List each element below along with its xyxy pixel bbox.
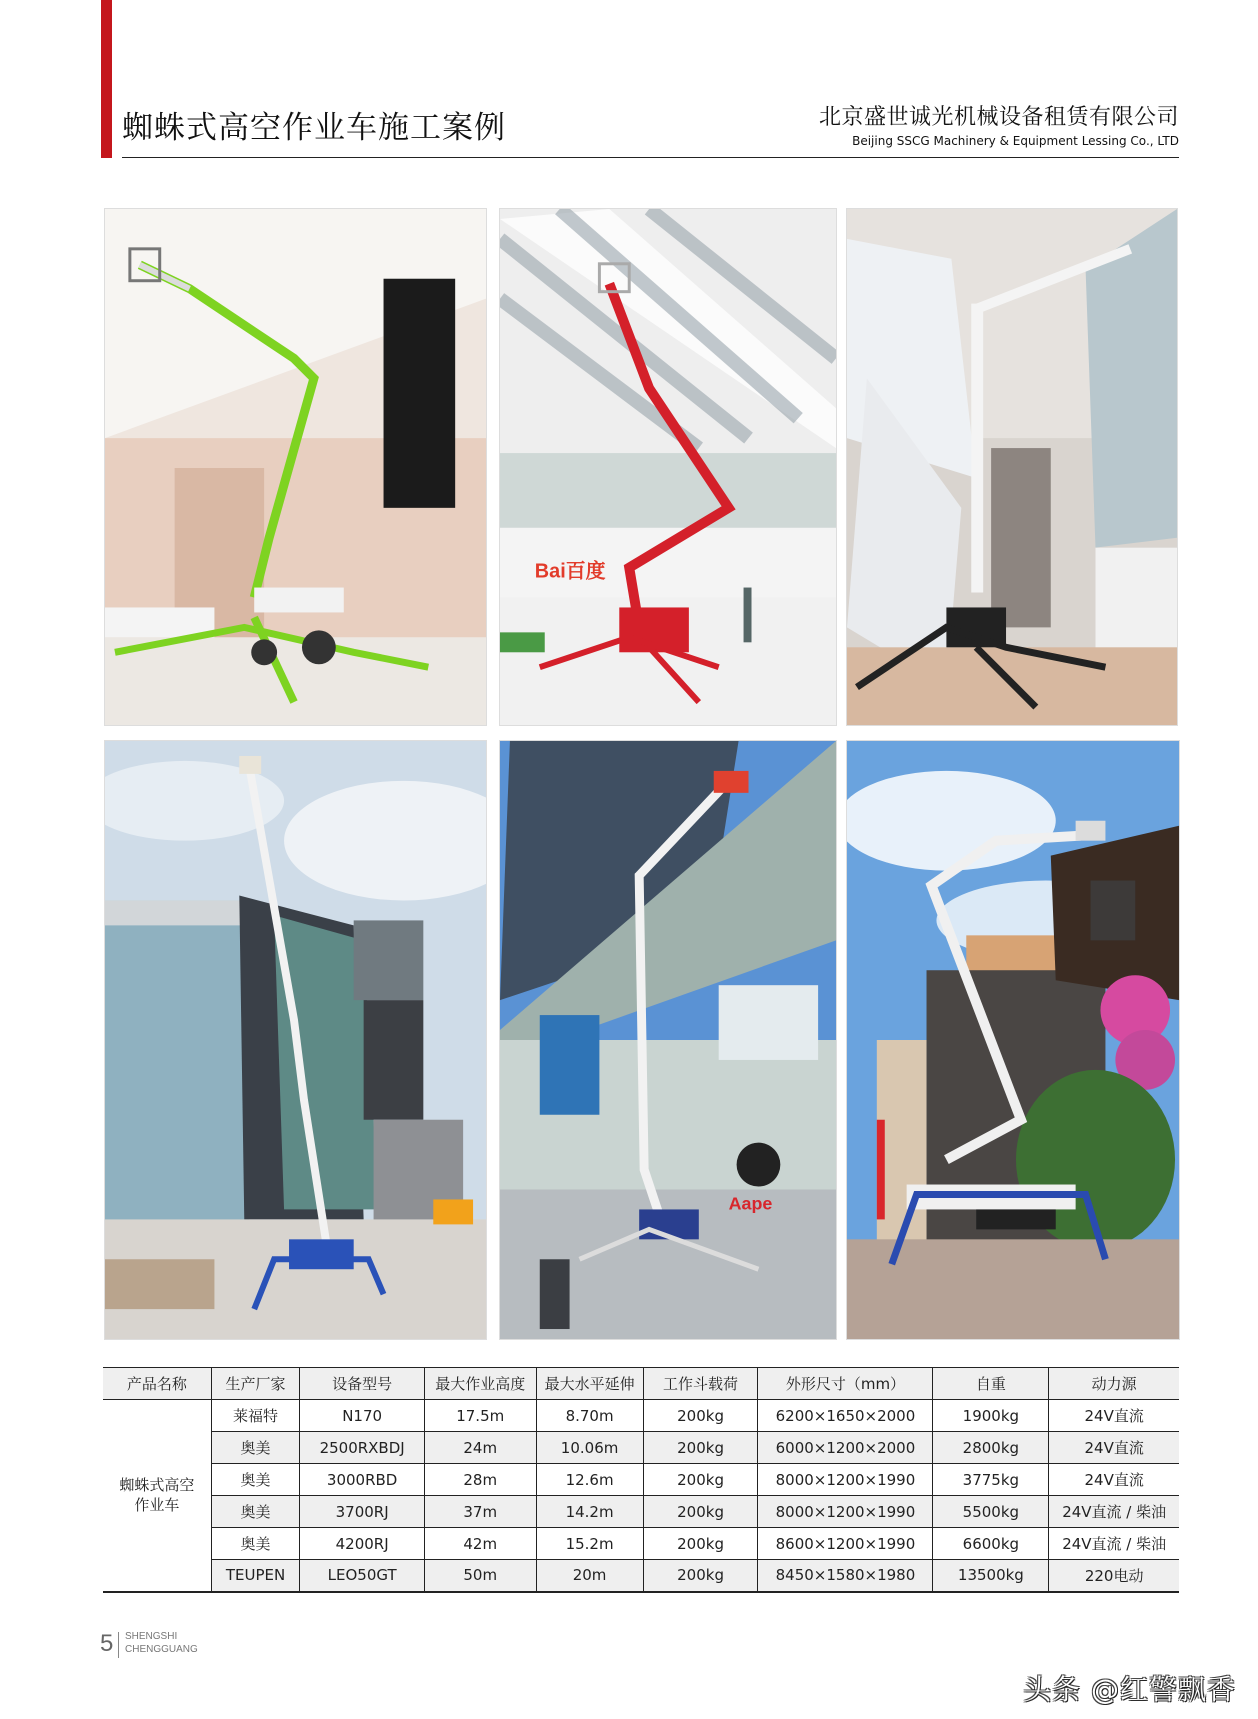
product-name-line1: 蜘蛛式高空 [119,1476,195,1495]
header-max-height: 最大作业高度 [424,1368,536,1400]
cell-size: 8000×1200×1990 [758,1496,933,1528]
table-row [103,1400,1179,1432]
cell-weight: 13500kg [933,1560,1049,1592]
cell-maker: 奥美 [211,1528,300,1560]
cell-reach: 15.2m [536,1528,643,1560]
company-name-cn: 北京盛世诚光机械设备租赁有限公司 [818,105,1179,130]
cell-power: 24V直流 / 柴油 [1049,1528,1179,1560]
cell-weight: 1900kg [933,1400,1049,1432]
brand-line2: CHENGGUANG [125,1644,198,1655]
cell-maker: 奥美 [211,1464,300,1496]
cell-height: 17.5m [424,1400,536,1432]
cell-model: 2500RXBDJ [300,1432,425,1464]
header-size: 外形尺寸（mm） [758,1368,933,1400]
photo-green-boom-lift [104,208,487,726]
photo-articulated-lift-historic [846,740,1180,1340]
header-max-reach: 最大水平延伸 [536,1368,643,1400]
header-weight: 自重 [933,1368,1049,1400]
header-maker: 生产厂家 [211,1368,300,1400]
cell-height: 37m [424,1496,536,1528]
cell-maker: 奥美 [211,1496,300,1528]
photo-white-spider-lift-atrium [846,208,1178,726]
cell-model: N170 [300,1400,425,1432]
company-name-en: Beijing SSCG Machinery & Equipment Lessing Co., LTD [852,134,1179,148]
cell-maker: 奥美 [211,1432,300,1464]
svg-text:Bai百度: Bai百度 [534,560,606,583]
svg-text:Aape: Aape [728,1193,773,1214]
cell-load: 200kg [643,1464,758,1496]
cell-reach: 10.06m [536,1432,643,1464]
footer-brand [125,1630,198,1656]
cell-height: 24m [424,1432,536,1464]
cell-maker: TEUPEN [211,1560,300,1592]
cell-model: LEO50GT [300,1560,425,1592]
table-row [103,1464,1179,1496]
product-name-cell [103,1400,211,1592]
header-product: 产品名称 [126,1375,187,1393]
cell-size: 8450×1580×1980 [758,1560,933,1592]
table-row [103,1560,1179,1592]
cell-model: 3700RJ [300,1496,425,1528]
cell-model: 3000RBD [300,1464,425,1496]
cell-reach: 8.70m [536,1400,643,1432]
cell-power: 24V直流 / 柴油 [1049,1496,1179,1528]
cell-maker: 莱福特 [211,1400,300,1432]
photo-red-spider-lift [499,208,837,726]
cell-size: 8000×1200×1990 [758,1464,933,1496]
cell-power: 24V直流 [1049,1432,1179,1464]
watermark: 头条 @红警飘香 [1023,1673,1236,1706]
cell-reach: 14.2m [536,1496,643,1528]
footer-divider [118,1632,119,1658]
cell-load: 200kg [643,1496,758,1528]
cell-load: 200kg [643,1560,758,1592]
table-row [103,1432,1179,1464]
cell-load: 200kg [643,1528,758,1560]
cell-height: 42m [424,1528,536,1560]
cell-power: 220电动 [1049,1560,1179,1592]
cell-size: 6200×1650×2000 [758,1400,933,1432]
cell-weight: 5500kg [933,1496,1049,1528]
header-divider [122,157,1179,158]
cell-power: 24V直流 [1049,1464,1179,1496]
cell-height: 50m [424,1560,536,1592]
cell-reach: 20m [536,1560,643,1592]
table-header-row [103,1368,1179,1400]
product-name-line2: 作业车 [134,1496,180,1515]
cell-load: 200kg [643,1400,758,1432]
cell-weight: 3775kg [933,1464,1049,1496]
spec-table [103,1367,1179,1593]
photo-telescopic-lift-building [104,740,487,1340]
page-title: 蜘蛛式高空作业车施工案例 [122,110,506,146]
cell-size: 6000×1200×2000 [758,1432,933,1464]
cell-reach: 12.6m [536,1464,643,1496]
table-row [103,1528,1179,1560]
cell-load: 200kg [643,1432,758,1464]
header-power: 动力源 [1049,1368,1179,1400]
company-block [819,104,1179,150]
header-model: 设备型号 [300,1368,425,1400]
page-number: 5 [100,1630,114,1657]
photo-spider-lift-mall [499,740,837,1340]
cell-model: 4200RJ [300,1528,425,1560]
cell-power: 24V直流 [1049,1400,1179,1432]
header-load: 工作斗载荷 [643,1368,758,1400]
brand-line1: SHENGSHI [125,1631,178,1642]
cell-size: 8600×1200×1990 [758,1528,933,1560]
cell-height: 28m [424,1464,536,1496]
cell-weight: 2800kg [933,1432,1049,1464]
table-row [103,1496,1179,1528]
cell-weight: 6600kg [933,1528,1049,1560]
accent-bar [101,0,112,158]
